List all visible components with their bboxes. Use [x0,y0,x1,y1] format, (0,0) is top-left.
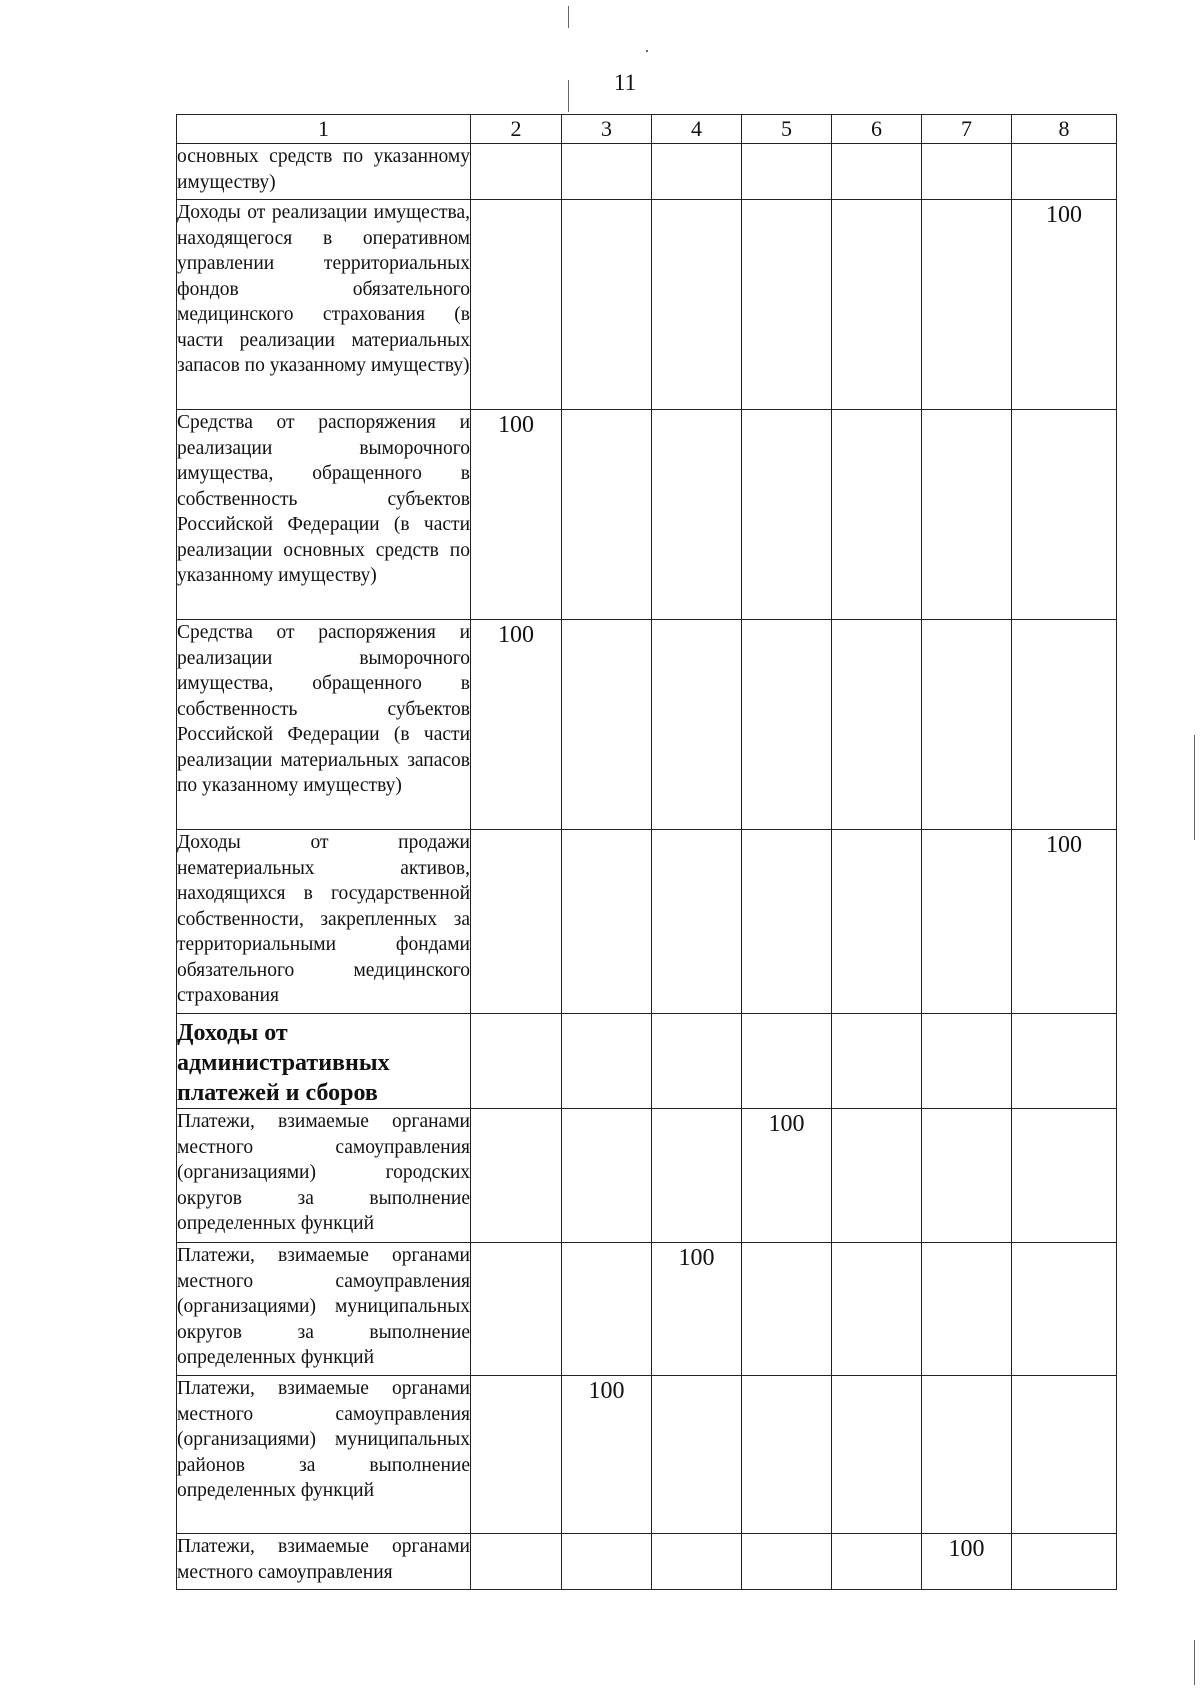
page-number: 11 [613,70,637,95]
column-header-3: 3 [562,115,652,144]
value-cell-col-4 [652,144,742,200]
value-cell-col-5 [742,830,832,1014]
value-cell-col-7 [922,1109,1012,1243]
value-cell-col-2 [471,144,562,200]
value-cell-col-3 [562,410,652,620]
table-row [177,1376,1117,1534]
value-cell-col-8 [1012,1534,1117,1590]
value-cell-col-5 [742,410,832,620]
value-cell-col-5 [742,1014,832,1109]
value-cell-col-7 [922,1376,1012,1534]
description-cell: Доходы от продажи нематериальных активов, находящихся в государственной собственности, закрепленных за территориальными фондами обязательного медицинского страхования [177,830,471,1014]
value-cell-col-5: 100 [742,1109,832,1243]
value-cell-col-8 [1012,1109,1117,1243]
value-cell-col-7 [922,620,1012,830]
value-cell-col-3 [562,1243,652,1376]
value-cell-col-6 [832,1109,922,1243]
column-header-4: 4 [652,115,742,144]
description-cell: Средства от распоряжения и реализации выморочного имущества, обращенного в собственность субъектов Российской Федерации (в части реализации материальных запасов по указанному имуществу) [177,620,471,830]
value-cell-col-6 [832,620,922,830]
value-cell-col-8 [1012,410,1117,620]
value-cell-col-3 [562,620,652,830]
value-cell-col-3: 100 [562,1376,652,1534]
value-cell-col-7 [922,1014,1012,1109]
column-header-6: 6 [832,115,922,144]
scan-mark [1194,1640,1195,1685]
value-cell-col-3 [562,830,652,1014]
value-cell-col-6 [832,1243,922,1376]
description-cell: основных средств по указанному имуществу) [177,144,471,200]
value-cell-col-3 [562,200,652,410]
table-body [177,144,1117,1590]
value-cell-col-4 [652,1109,742,1243]
table-row [177,200,1117,410]
value-cell-col-5 [742,1243,832,1376]
value-cell-col-8: 100 [1012,830,1117,1014]
value-cell-col-5 [742,1376,832,1534]
section-heading-cell: Доходы от административных платежей и сборов [177,1014,471,1109]
value-cell-col-3 [562,144,652,200]
value-cell-col-5 [742,1534,832,1590]
value-cell-col-2: 100 [471,620,562,830]
value-cell-col-3 [562,1109,652,1243]
value-cell-col-3 [562,1534,652,1590]
value-cell-col-2 [471,1109,562,1243]
value-cell-col-8 [1012,620,1117,830]
value-cell-col-6 [832,1534,922,1590]
revenue-distribution-table [176,114,1117,1590]
value-cell-col-4 [652,1014,742,1109]
value-cell-col-8 [1012,1243,1117,1376]
value-cell-col-4 [652,620,742,830]
value-cell-col-4 [652,830,742,1014]
table-row [177,410,1117,620]
value-cell-col-8 [1012,1376,1117,1534]
value-cell-col-7 [922,830,1012,1014]
scan-mark [568,6,569,28]
value-cell-col-6 [832,1014,922,1109]
description-cell: Платежи, взимаемые органами местного самоуправления (организациями) муниципальных округов за выполнение определенных функций [177,1243,471,1376]
description-cell: Доходы от реализации имущества, находящегося в оперативном управлении территориальных фондов обязательного медицинского страхования (в части реализации материальных запасов по указанному имуществу) [177,200,471,410]
table-row [177,1243,1117,1376]
column-header-5: 5 [742,115,832,144]
description-cell: Средства от распоряжения и реализации выморочного имущества, обращенного в собственность субъектов Российской Федерации (в части реализации основных средств по указанному имуществу) [177,410,471,620]
value-cell-col-8 [1012,144,1117,200]
value-cell-col-2: 100 [471,410,562,620]
value-cell-col-4: 100 [652,1243,742,1376]
column-header-2: 2 [471,115,562,144]
value-cell-col-2 [471,1534,562,1590]
value-cell-col-5 [742,200,832,410]
value-cell-col-5 [742,620,832,830]
value-cell-col-4 [652,1534,742,1590]
value-cell-col-7 [922,1243,1012,1376]
value-cell-col-7 [922,200,1012,410]
value-cell-col-6 [832,410,922,620]
value-cell-col-6 [832,200,922,410]
value-cell-col-7 [922,144,1012,200]
description-cell: Платежи, взимаемые органами местного самоуправления (организациями) муниципальных районов за выполнение определенных функций [177,1376,471,1534]
description-cell: Платежи, взимаемые органами местного самоуправления [177,1534,471,1590]
value-cell-col-4 [652,410,742,620]
column-header-1: 1 [177,115,471,144]
value-cell-col-5 [742,144,832,200]
value-cell-col-2 [471,1376,562,1534]
scan-mark [646,50,648,52]
table-row [177,144,1117,200]
table-row [177,1109,1117,1243]
table-row [177,1534,1117,1590]
value-cell-col-8: 100 [1012,200,1117,410]
value-cell-col-6 [832,830,922,1014]
header-row [177,115,1117,144]
value-cell-col-2 [471,1014,562,1109]
table-row [177,620,1117,830]
value-cell-col-4 [652,1376,742,1534]
value-cell-col-3 [562,1014,652,1109]
value-cell-col-4 [652,200,742,410]
table-row [177,830,1117,1014]
value-cell-col-2 [471,200,562,410]
description-cell: Платежи, взимаемые органами местного самоуправления (организациями) городских округов за выполнение определенных функций [177,1109,471,1243]
table-row [177,1014,1117,1109]
scan-mark [1194,735,1195,840]
value-cell-col-8 [1012,1014,1117,1109]
value-cell-col-7: 100 [922,1534,1012,1590]
value-cell-col-2 [471,830,562,1014]
column-header-7: 7 [922,115,1012,144]
value-cell-col-2 [471,1243,562,1376]
value-cell-col-7 [922,410,1012,620]
value-cell-col-6 [832,1376,922,1534]
value-cell-col-6 [832,144,922,200]
column-header-8: 8 [1012,115,1117,144]
